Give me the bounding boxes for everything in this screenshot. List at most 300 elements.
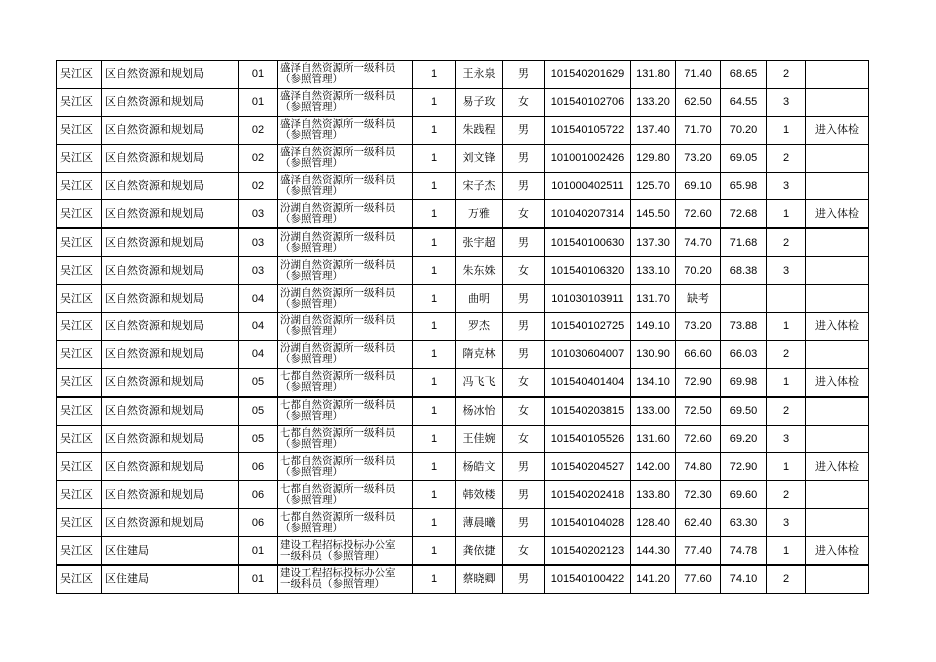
results-table-body — [57, 61, 869, 594]
total-score-cell: 69.60 — [721, 481, 767, 509]
gender-cell: 男 — [503, 565, 545, 593]
candidate-name-cell: 薄晨曦 — [456, 509, 503, 537]
exam-id-cell: 101540104028 — [545, 509, 631, 537]
written-score-cell: 130.90 — [631, 340, 676, 368]
position-subtitle-line: （参照管理） — [280, 353, 343, 366]
quota-cell: 1 — [413, 228, 456, 256]
department-cell: 区住建局 — [102, 537, 239, 565]
quota-cell: 1 — [413, 565, 456, 593]
district-cell: 吴江区 — [57, 481, 102, 509]
position-subtitle-line: （参照管理） — [280, 521, 343, 534]
candidate-name-cell: 冯飞飞 — [456, 368, 503, 396]
position-title-line: 七都自然资源所一级科员 — [280, 482, 396, 495]
quota-cell: 1 — [413, 200, 456, 228]
quota-cell: 1 — [413, 257, 456, 285]
position-subtitle-line: （参照管理） — [280, 241, 343, 254]
district-cell: 吴江区 — [57, 368, 102, 396]
position-code-cell: 01 — [239, 88, 278, 116]
department-cell: 区自然资源和规划局 — [102, 340, 239, 368]
rank-cell: 2 — [767, 397, 806, 425]
written-score-cell: 125.70 — [631, 172, 676, 200]
quota-cell: 1 — [413, 285, 456, 313]
quota-cell: 1 — [413, 509, 456, 537]
exam-id-cell: 101040207314 — [545, 200, 631, 228]
written-score-cell: 145.50 — [631, 200, 676, 228]
note-cell — [806, 144, 869, 172]
gender-cell: 女 — [503, 200, 545, 228]
candidate-name-cell: 王永泉 — [456, 61, 503, 89]
position-title-line: 七都自然资源所一级科员 — [280, 510, 396, 523]
department-cell: 区自然资源和规划局 — [102, 285, 239, 313]
district-cell: 吴江区 — [57, 228, 102, 256]
department-cell: 区自然资源和规划局 — [102, 509, 239, 537]
interview-score-cell: 77.60 — [676, 565, 721, 593]
position-code-cell: 03 — [239, 257, 278, 285]
position-title-line: 建设工程招标投标办公室 — [280, 538, 396, 551]
written-score-cell: 134.10 — [631, 368, 676, 396]
table-row — [57, 397, 869, 425]
quota-cell: 1 — [413, 116, 456, 144]
position-title-line: 七都自然资源所一级科员 — [280, 427, 396, 440]
note-cell — [806, 425, 869, 453]
gender-cell: 女 — [503, 397, 545, 425]
note-cell — [806, 228, 869, 256]
total-score-cell — [721, 285, 767, 313]
rank-cell: 1 — [767, 313, 806, 341]
rank-cell: 2 — [767, 481, 806, 509]
gender-cell: 男 — [503, 453, 545, 481]
exam-id-cell: 101540204527 — [545, 453, 631, 481]
note-cell — [806, 340, 869, 368]
gender-cell: 男 — [503, 172, 545, 200]
position-cell — [278, 425, 413, 453]
candidate-name-cell: 杨冰怡 — [456, 397, 503, 425]
position-subtitle-line: （参照管理） — [280, 410, 343, 423]
department-cell: 区自然资源和规划局 — [102, 425, 239, 453]
gender-cell: 男 — [503, 313, 545, 341]
exam-id-cell: 101540100422 — [545, 565, 631, 593]
exam-id-cell: 101540105526 — [545, 425, 631, 453]
department-cell: 区自然资源和规划局 — [102, 116, 239, 144]
position-title-line: 建设工程招标投标办公室 — [280, 567, 396, 580]
interview-score-cell: 72.30 — [676, 481, 721, 509]
written-score-cell: 131.60 — [631, 425, 676, 453]
exam-id-cell: 101540102725 — [545, 313, 631, 341]
written-score-cell: 137.40 — [631, 116, 676, 144]
position-subtitle-line: （参照管理） — [280, 438, 343, 451]
rank-cell: 3 — [767, 425, 806, 453]
total-score-cell: 68.38 — [721, 257, 767, 285]
written-score-cell: 133.10 — [631, 257, 676, 285]
exam-id-cell: 101540202123 — [545, 537, 631, 565]
table-row — [57, 257, 869, 285]
candidate-name-cell: 隋克林 — [456, 340, 503, 368]
gender-cell: 男 — [503, 509, 545, 537]
gender-cell: 女 — [503, 368, 545, 396]
position-title-line: 盛泽自然资源所一级科员 — [280, 90, 396, 103]
exam-id-cell: 101540203815 — [545, 397, 631, 425]
district-cell: 吴江区 — [57, 116, 102, 144]
department-cell: 区自然资源和规划局 — [102, 61, 239, 89]
gender-cell: 男 — [503, 61, 545, 89]
table-row — [57, 200, 869, 228]
district-cell: 吴江区 — [57, 144, 102, 172]
position-cell — [278, 509, 413, 537]
quota-cell: 1 — [413, 425, 456, 453]
position-cell — [278, 116, 413, 144]
interview-score-cell: 72.50 — [676, 397, 721, 425]
position-code-cell: 03 — [239, 228, 278, 256]
written-score-cell: 133.80 — [631, 481, 676, 509]
rank-cell: 1 — [767, 200, 806, 228]
gender-cell: 女 — [503, 425, 545, 453]
gender-cell: 男 — [503, 228, 545, 256]
rank-cell: 2 — [767, 565, 806, 593]
position-cell — [278, 257, 413, 285]
interview-score-cell: 71.70 — [676, 116, 721, 144]
district-cell: 吴江区 — [57, 313, 102, 341]
position-cell — [278, 88, 413, 116]
table-row — [57, 285, 869, 313]
note-cell — [806, 481, 869, 509]
position-subtitle-line: （参照管理） — [280, 465, 343, 478]
position-code-cell: 05 — [239, 425, 278, 453]
district-cell: 吴江区 — [57, 200, 102, 228]
note-cell: 进入体检 — [806, 368, 869, 396]
total-score-cell: 68.65 — [721, 61, 767, 89]
rank-cell: 1 — [767, 368, 806, 396]
position-code-cell: 04 — [239, 313, 278, 341]
position-subtitle-line: （参照管理） — [280, 73, 343, 86]
total-score-cell: 71.68 — [721, 228, 767, 256]
position-title-line: 盛泽自然资源所一级科员 — [280, 174, 396, 186]
position-cell — [278, 453, 413, 481]
total-score-cell: 63.30 — [721, 509, 767, 537]
department-cell: 区自然资源和规划局 — [102, 257, 239, 285]
position-subtitle-line: （参照管理） — [280, 297, 343, 310]
candidate-name-cell: 王佳婉 — [456, 425, 503, 453]
exam-id-cell: 101540201629 — [545, 61, 631, 89]
candidate-name-cell: 韩效楼 — [456, 481, 503, 509]
position-subtitle-line: （参照管理） — [280, 185, 343, 197]
note-cell — [806, 509, 869, 537]
department-cell: 区自然资源和规划局 — [102, 172, 239, 200]
position-code-cell: 06 — [239, 481, 278, 509]
position-code-cell: 04 — [239, 340, 278, 368]
position-cell — [278, 481, 413, 509]
position-subtitle-line: （参照管理） — [280, 212, 343, 225]
gender-cell: 男 — [503, 116, 545, 144]
department-cell: 区自然资源和规划局 — [102, 88, 239, 116]
table-row — [57, 509, 869, 537]
candidate-name-cell: 龚依捷 — [456, 537, 503, 565]
position-title-line: 汾湖自然资源所一级科员 — [280, 286, 396, 299]
total-score-cell: 69.98 — [721, 368, 767, 396]
total-score-cell: 69.20 — [721, 425, 767, 453]
interview-score-cell: 74.70 — [676, 228, 721, 256]
note-cell: 进入体检 — [806, 537, 869, 565]
department-cell: 区自然资源和规划局 — [102, 481, 239, 509]
total-score-cell: 65.98 — [721, 172, 767, 200]
district-cell: 吴江区 — [57, 61, 102, 89]
table-row — [57, 368, 869, 396]
written-score-cell: 131.70 — [631, 285, 676, 313]
rank-cell: 3 — [767, 172, 806, 200]
quota-cell: 1 — [413, 397, 456, 425]
written-score-cell: 131.80 — [631, 61, 676, 89]
department-cell: 区自然资源和规划局 — [102, 397, 239, 425]
department-cell: 区自然资源和规划局 — [102, 200, 239, 228]
table-row — [57, 116, 869, 144]
position-code-cell: 02 — [239, 172, 278, 200]
note-cell — [806, 88, 869, 116]
interview-score-cell: 62.40 — [676, 509, 721, 537]
rank-cell: 3 — [767, 509, 806, 537]
exam-id-cell: 101540106320 — [545, 257, 631, 285]
candidate-name-cell: 万雅 — [456, 200, 503, 228]
candidate-name-cell: 杨皓文 — [456, 453, 503, 481]
total-score-cell: 72.68 — [721, 200, 767, 228]
position-code-cell: 03 — [239, 200, 278, 228]
table-row — [57, 61, 869, 89]
note-cell — [806, 257, 869, 285]
interview-score-cell: 70.20 — [676, 257, 721, 285]
total-score-cell: 64.55 — [721, 88, 767, 116]
rank-cell: 3 — [767, 257, 806, 285]
position-subtitle-line: 一级科员（参照管理） — [280, 549, 385, 562]
position-cell — [278, 397, 413, 425]
note-cell: 进入体检 — [806, 116, 869, 144]
written-score-cell: 149.10 — [631, 313, 676, 341]
note-cell — [806, 61, 869, 89]
note-cell — [806, 172, 869, 200]
table-row — [57, 172, 869, 200]
position-title-line: 七都自然资源所一级科员 — [280, 370, 396, 383]
table-row — [57, 340, 869, 368]
written-score-cell: 144.30 — [631, 537, 676, 565]
interview-score-cell: 73.20 — [676, 313, 721, 341]
position-title-line: 七都自然资源所一级科员 — [280, 454, 396, 467]
note-cell — [806, 565, 869, 593]
table-row — [57, 453, 869, 481]
department-cell: 区住建局 — [102, 565, 239, 593]
position-cell — [278, 228, 413, 256]
total-score-cell: 73.88 — [721, 313, 767, 341]
position-code-cell: 01 — [239, 565, 278, 593]
exam-id-cell: 101540100630 — [545, 228, 631, 256]
candidate-name-cell: 罗杰 — [456, 313, 503, 341]
position-cell — [278, 172, 413, 200]
rank-cell: 3 — [767, 88, 806, 116]
position-cell — [278, 537, 413, 565]
note-cell: 进入体检 — [806, 200, 869, 228]
quota-cell: 1 — [413, 340, 456, 368]
quota-cell: 1 — [413, 481, 456, 509]
exam-id-cell: 101030103911 — [545, 285, 631, 313]
total-score-cell: 74.10 — [721, 565, 767, 593]
position-code-cell: 05 — [239, 397, 278, 425]
department-cell: 区自然资源和规划局 — [102, 368, 239, 396]
position-cell — [278, 285, 413, 313]
district-cell: 吴江区 — [57, 537, 102, 565]
rank-cell: 2 — [767, 340, 806, 368]
position-title-line: 盛泽自然资源所一级科员 — [280, 118, 396, 131]
position-code-cell: 05 — [239, 368, 278, 396]
district-cell: 吴江区 — [57, 565, 102, 593]
position-cell — [278, 61, 413, 89]
interview-score-cell: 62.50 — [676, 88, 721, 116]
note-cell: 进入体检 — [806, 313, 869, 341]
interview-score-cell: 72.60 — [676, 200, 721, 228]
candidate-name-cell: 蔡晓卿 — [456, 565, 503, 593]
position-cell — [278, 368, 413, 396]
candidate-name-cell: 朱践程 — [456, 116, 503, 144]
district-cell: 吴江区 — [57, 509, 102, 537]
candidate-name-cell: 宋子杰 — [456, 172, 503, 200]
position-code-cell: 04 — [239, 285, 278, 313]
gender-cell: 男 — [503, 481, 545, 509]
position-cell — [278, 313, 413, 341]
position-title-line: 盛泽自然资源所一级科员 — [280, 62, 396, 75]
written-score-cell: 137.30 — [631, 228, 676, 256]
district-cell: 吴江区 — [57, 453, 102, 481]
rank-cell: 1 — [767, 537, 806, 565]
table-row — [57, 481, 869, 509]
exam-id-cell: 101540105722 — [545, 116, 631, 144]
written-score-cell: 128.40 — [631, 509, 676, 537]
position-title-line: 汾湖自然资源所一级科员 — [280, 342, 396, 355]
note-cell: 进入体检 — [806, 453, 869, 481]
table-row — [57, 313, 869, 341]
table-row — [57, 537, 869, 565]
position-subtitle-line: （参照管理） — [280, 157, 343, 170]
gender-cell: 女 — [503, 537, 545, 565]
position-code-cell: 06 — [239, 509, 278, 537]
position-subtitle-line: （参照管理） — [280, 129, 343, 142]
total-score-cell: 72.90 — [721, 453, 767, 481]
department-cell: 区自然资源和规划局 — [102, 453, 239, 481]
gender-cell: 女 — [503, 257, 545, 285]
written-score-cell: 141.20 — [631, 565, 676, 593]
quota-cell: 1 — [413, 313, 456, 341]
district-cell: 吴江区 — [57, 397, 102, 425]
district-cell: 吴江区 — [57, 88, 102, 116]
quota-cell: 1 — [413, 88, 456, 116]
note-cell — [806, 285, 869, 313]
interview-score-cell: 71.40 — [676, 61, 721, 89]
interview-score-cell: 77.40 — [676, 537, 721, 565]
position-subtitle-line: （参照管理） — [280, 381, 343, 394]
quota-cell: 1 — [413, 61, 456, 89]
position-subtitle-line: （参照管理） — [280, 325, 343, 338]
candidate-name-cell: 曲明 — [456, 285, 503, 313]
table-row — [57, 425, 869, 453]
position-title-line: 七都自然资源所一级科员 — [280, 399, 396, 412]
position-cell — [278, 565, 413, 593]
exam-id-cell: 101540401404 — [545, 368, 631, 396]
quota-cell: 1 — [413, 453, 456, 481]
note-cell — [806, 397, 869, 425]
position-code-cell: 02 — [239, 144, 278, 172]
candidate-name-cell: 朱东姝 — [456, 257, 503, 285]
position-subtitle-line: 一级科员（参照管理） — [280, 578, 385, 591]
position-title-line: 汾湖自然资源所一级科员 — [280, 230, 396, 243]
quota-cell: 1 — [413, 144, 456, 172]
quota-cell: 1 — [413, 368, 456, 396]
table-row — [57, 144, 869, 172]
interview-score-cell: 69.10 — [676, 172, 721, 200]
rank-cell: 1 — [767, 453, 806, 481]
district-cell: 吴江区 — [57, 172, 102, 200]
interview-score-cell: 72.60 — [676, 425, 721, 453]
position-cell — [278, 340, 413, 368]
results-table — [56, 60, 869, 594]
candidate-name-cell: 刘文锋 — [456, 144, 503, 172]
written-score-cell: 142.00 — [631, 453, 676, 481]
district-cell: 吴江区 — [57, 425, 102, 453]
table-row — [57, 88, 869, 116]
exam-id-cell: 101000402511 — [545, 172, 631, 200]
table-row — [57, 565, 869, 593]
written-score-cell: 133.20 — [631, 88, 676, 116]
exam-id-cell: 101030604007 — [545, 340, 631, 368]
exam-id-cell: 101001002426 — [545, 144, 631, 172]
gender-cell: 男 — [503, 340, 545, 368]
position-code-cell: 01 — [239, 537, 278, 565]
total-score-cell: 74.78 — [721, 537, 767, 565]
total-score-cell: 66.03 — [721, 340, 767, 368]
written-score-cell: 133.00 — [631, 397, 676, 425]
position-cell — [278, 200, 413, 228]
position-subtitle-line: （参照管理） — [280, 101, 343, 114]
rank-cell: 2 — [767, 61, 806, 89]
position-code-cell: 01 — [239, 61, 278, 89]
table-row — [57, 228, 869, 256]
department-cell: 区自然资源和规划局 — [102, 228, 239, 256]
total-score-cell: 69.05 — [721, 144, 767, 172]
candidate-name-cell: 易子玫 — [456, 88, 503, 116]
position-title-line: 汾湖自然资源所一级科员 — [280, 314, 396, 327]
exam-id-cell: 101540202418 — [545, 481, 631, 509]
quota-cell: 1 — [413, 537, 456, 565]
gender-cell: 男 — [503, 144, 545, 172]
position-code-cell: 06 — [239, 453, 278, 481]
total-score-cell: 69.50 — [721, 397, 767, 425]
district-cell: 吴江区 — [57, 340, 102, 368]
written-score-cell: 129.80 — [631, 144, 676, 172]
exam-id-cell: 101540102706 — [545, 88, 631, 116]
interview-score-cell: 66.60 — [676, 340, 721, 368]
rank-cell: 2 — [767, 144, 806, 172]
rank-cell: 1 — [767, 116, 806, 144]
position-title-line: 汾湖自然资源所一级科员 — [280, 258, 396, 271]
quota-cell: 1 — [413, 172, 456, 200]
district-cell: 吴江区 — [57, 285, 102, 313]
interview-score-cell: 73.20 — [676, 144, 721, 172]
interview-score-cell: 74.80 — [676, 453, 721, 481]
total-score-cell: 70.20 — [721, 116, 767, 144]
department-cell: 区自然资源和规划局 — [102, 144, 239, 172]
interview-score-cell: 缺考 — [676, 285, 721, 313]
position-title-line: 汾湖自然资源所一级科员 — [280, 201, 396, 214]
position-subtitle-line: （参照管理） — [280, 493, 343, 506]
candidate-name-cell: 张宇超 — [456, 228, 503, 256]
district-cell: 吴江区 — [57, 257, 102, 285]
gender-cell: 男 — [503, 285, 545, 313]
rank-cell — [767, 285, 806, 313]
gender-cell: 女 — [503, 88, 545, 116]
department-cell: 区自然资源和规划局 — [102, 313, 239, 341]
